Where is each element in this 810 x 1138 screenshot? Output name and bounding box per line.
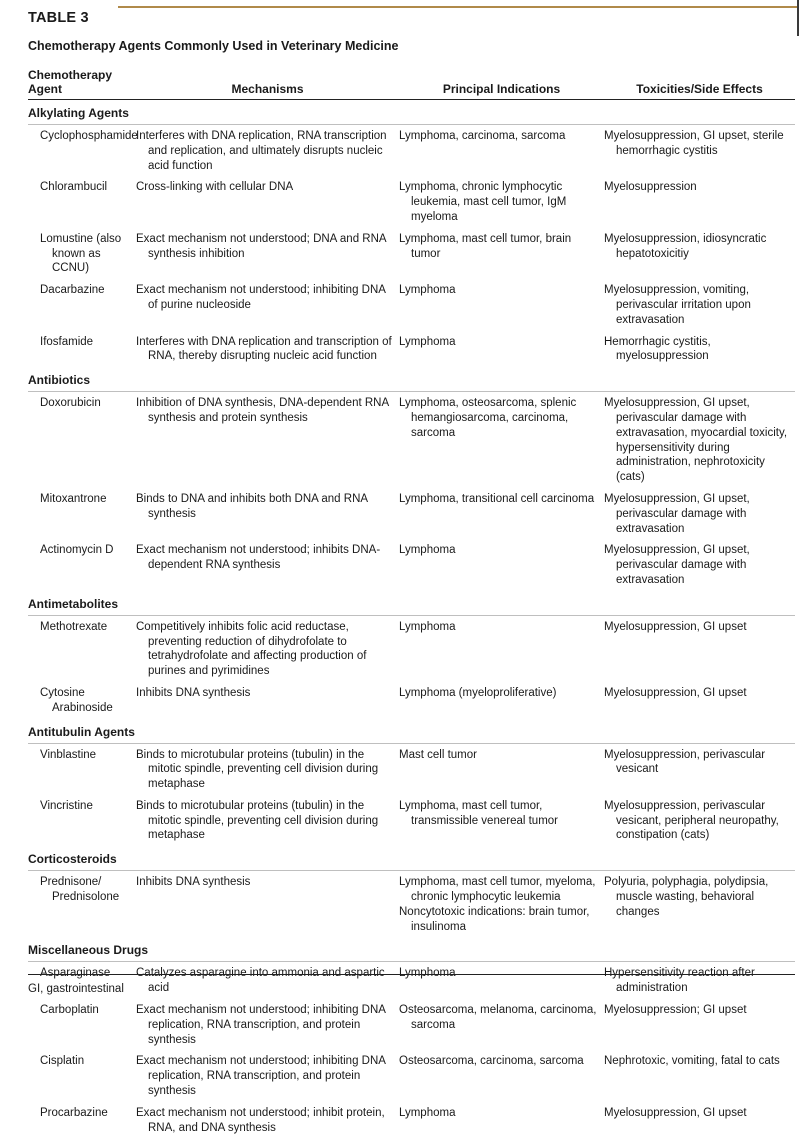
agent-cell [28,129,136,144]
table-row [28,279,795,330]
agent-text: Carboplatin [40,1004,99,1017]
mechanism-text: Exact mechanism not understood; inhibiting DNA replication, RNA transcription, and protein synthesis [136,1004,386,1046]
indication-cell [399,543,604,558]
table-row [28,999,795,1050]
toxicity-cell [604,1106,795,1121]
toxicity-cell [604,335,795,365]
toxicity-text: Polyuria, polyphagia, polydipsia, muscle wasting, behavioral changes [604,876,769,918]
table-row [28,682,795,719]
table-bottom-rule [28,974,795,975]
column-header-mechanisms: Mechanisms [231,82,304,96]
table-row [28,176,795,227]
toxicity-text: Myelosuppression, idiosyncratic hepatotoxicitiy [604,232,767,260]
indication-text-part: Lymphoma, mast cell tumor, myeloma, chronic lymphocytic leukemia [399,876,596,904]
table-row [28,962,795,999]
toxicity-cell [604,232,795,262]
toxicity-text: Myelosuppression, vomiting, perivascular irritation upon extravasation [604,284,751,326]
category-row: Antitubulin Agents [28,719,795,744]
toxicity-text: Myelosuppression, GI upset, perivascular damage with extravasation, myocardial toxicity, hypersensitivity during administration, nephrotoxicity (cats) [604,397,788,484]
toxicity-cell [604,1054,795,1069]
agent-cell [28,232,136,276]
toxicity-cell [604,492,795,536]
table-header-row [28,68,795,100]
indication-cell [399,1106,604,1121]
table-label: TABLE 3 [28,10,89,26]
indication-cell [399,799,604,829]
mechanism-cell [136,620,399,679]
toxicity-text: Myelosuppression, GI upset, perivascular damage with extravasation [604,492,750,535]
indication-cell [399,620,604,635]
table-row [28,1050,795,1101]
agent-text: Cyclophosphamide [40,130,138,142]
table-body [28,100,795,1138]
agent-text: Vinblastine [40,748,97,761]
mechanism-text: acid [148,982,170,995]
mechanism-text: Competitively inhibits folic acid reductase, preventing reduction of dihydrofolate to tetrahydrofolate and affecting production of purines and pyrimidines [136,620,367,678]
mechanism-cell [136,686,399,701]
toxicity-text: Nephrotoxic, vomiting, fatal to cats [604,1055,780,1068]
mechanism-text: Inhibits DNA synthesis [136,686,251,699]
toxicity-text: Myelosuppression; GI upset [604,1004,747,1017]
mechanism-cell [136,799,399,843]
toxicity-text: administration [616,982,688,995]
toxicity-cell [604,543,795,587]
category-row: Alkylating Agents [28,100,795,125]
toxicity-cell [604,799,795,843]
mechanism-text: Exact mechanism not understood; inhibiting DNA replication, RNA transcription, and protein synthesis [136,1055,386,1098]
mechanism-text: Exact mechanism not understood; inhibit protein, RNA, and DNA synthesis [136,1106,385,1134]
mechanism-cell [136,492,399,522]
indication-cell [399,1054,604,1069]
indication-cell [399,1003,604,1033]
mechanism-cell [136,232,399,262]
toxicity-text: Myelosuppression, perivascular vesicant, peripheral neuropathy, constipation (cats) [604,799,779,842]
toxicity-cell [604,396,795,485]
indication-text: Lymphoma, mast cell tumor, transmissible venereal tumor [399,799,559,827]
toxicity-cell [604,129,795,159]
indication-text: Lymphoma [399,335,456,348]
table-row [28,488,795,539]
indication-text: Osteosarcoma, melanoma, carcinoma, sarcoma [399,1004,597,1031]
indication-cell [399,180,604,224]
mechanism-cell [136,748,399,792]
mechanism-cell [136,875,399,890]
toxicity-text: Myelosuppression, GI upset, sterile hemorrhagic cystitis [604,130,784,157]
column-header-agent-line1: Chemotherapy [28,68,113,82]
agent-text: Actinomycin D [40,544,114,557]
column-header-toxicities: Toxicities/Side Effects [636,82,763,96]
toxicity-text: Myelosuppression, GI upset [604,620,747,633]
agent-text: Ifosfamide [40,335,94,348]
mechanism-text: Interferes with DNA replication, RNA transcription and replication, and ultimately disrupts nucleic acid function [136,130,387,172]
indication-text: Mast cell tumor [399,748,477,761]
agent-cell [28,748,136,763]
agent-text: Cisplatin [40,1055,85,1068]
column-header-indications: Principal Indications [442,82,561,96]
agent-cell [28,686,136,716]
toxicity-cell [604,1003,795,1018]
agent-cell [28,492,136,507]
toxicity-cell [604,748,795,778]
chemotherapy-table [28,68,795,1138]
indication-text: Lymphoma [399,620,456,633]
indication-text: Lymphoma [399,284,456,297]
mechanism-text: Binds to microtubular proteins (tubulin) in the mitotic spindle, preventing cell division during metaphase [136,748,379,791]
mechanism-cell [136,283,399,313]
agent-text: Procarbazine [40,1106,108,1119]
indication-cell [399,396,604,440]
indication-cell [399,748,604,763]
agent-cell [28,1106,136,1121]
toxicity-cell [604,686,795,701]
mechanism-text: Binds to microtubular proteins (tubulin) in the mitotic spindle, preventing cell division during metaphase [136,799,379,842]
column-header-agent [28,68,136,96]
agent-cell [28,283,136,298]
indication-text: Lymphoma, osteosarcoma, splenic hemangiosarcoma, carcinoma, sarcoma [399,397,577,439]
indication-text: Lymphoma, mast cell tumor, brain tumor [399,232,572,260]
mechanism-text: Inhibition of DNA synthesis, DNA-dependent RNA synthesis and protein synthesis [136,397,389,424]
indication-cell [399,129,604,144]
indication-cell [399,232,604,262]
agent-cell [28,180,136,195]
category-row: Antimetabolites [28,591,795,616]
table-row [28,616,795,682]
mechanism-text: Binds to DNA and inhibits both DNA and RNA synthesis [136,492,368,520]
footnote: GI, gastrointestinal [28,983,124,995]
mechanism-cell [136,180,399,195]
column-header-agent-line2: Agent [28,82,62,96]
toxicity-text: Hemorrhagic cystitis, myelosuppression [604,335,711,363]
table-row [28,1102,795,1138]
toxicity-cell [604,180,795,195]
agent-cell [28,543,136,558]
top-corner-rule [797,0,799,36]
category-row: Corticosteroids [28,846,795,871]
agent-text: Vincristine [40,799,93,812]
agent-cell [28,335,136,350]
toxicity-text: Myelosuppression, perivascular vesicant [604,748,766,776]
toxicity-cell [604,966,795,996]
indication-cell [399,492,604,507]
agent-text: Methotrexate [40,620,108,633]
agent-cell [28,1054,136,1069]
table-row [28,331,795,368]
table-row [28,392,795,488]
table-row [28,795,795,846]
mechanism-cell [136,543,399,573]
mechanism-text: Exact mechanism not understood; inhibits DNA-dependent RNA synthesis [136,544,381,572]
toxicity-text: Myelosuppression, GI upset [604,686,747,699]
mechanism-cell [136,335,399,365]
toxicity-text: Myelosuppression, GI upset [604,1106,747,1119]
category-row: Antibiotics [28,367,795,392]
indication-text: Lymphoma, transitional cell carcinoma [399,492,595,505]
mechanism-cell [136,1106,399,1136]
mechanism-cell [136,1003,399,1047]
agent-text: Mitoxantrone [40,492,107,505]
mechanism-text: Exact mechanism not understood; inhibiting DNA of purine nucleoside [136,284,386,311]
table-row [28,871,795,937]
mechanism-cell [136,396,399,426]
category-row: Miscellaneous Drugs [28,937,795,962]
toxicity-text: Myelosuppression [604,181,697,194]
table-row [28,744,795,795]
indication-cell [399,686,604,701]
toxicity-cell [604,620,795,635]
mechanism-text: Inhibits DNA synthesis [136,876,251,889]
indication-cell [399,335,604,350]
agent-cell [28,799,136,814]
toxicity-cell [604,875,795,919]
mechanism-cell [136,966,399,996]
table-caption: Chemotherapy Agents Commonly Used in Veterinary Medicine [28,39,399,53]
agent-cell [28,396,136,411]
toxicity-cell [604,283,795,327]
mechanism-text: Cross-linking with cellular DNA [136,181,294,194]
indication-text: Lymphoma, carcinoma, sarcoma [399,130,566,142]
mechanism-text: Exact mechanism not understood; DNA and RNA synthesis inhibition [136,232,386,260]
indication-text: Lymphoma [399,1106,456,1119]
agent-cell [28,875,136,905]
indication-text: Osteosarcoma, carcinoma, sarcoma [399,1055,584,1068]
agent-text: Dacarbazine [40,284,105,297]
mechanism-cell [136,1054,399,1098]
agent-cell [28,620,136,635]
agent-text: Lomustine (also known as CCNU) [40,232,122,275]
agent-text: Doxorubicin [40,397,101,410]
indication-text: Lymphoma [399,544,456,557]
table-row [28,539,795,590]
table-row [28,125,795,176]
agent-text: Prednisone/ Prednisolone [40,876,120,904]
indication-cell [399,875,604,934]
indication-text-part: Noncytotoxic indications: brain tumor, insulinoma [399,905,590,933]
agent-cell [28,1003,136,1018]
table-row [28,228,795,279]
agent-text: Chlorambucil [40,181,108,194]
top-accent-rule [118,6,798,8]
indication-text: Lymphoma (myeloproliferative) [399,686,557,699]
mechanism-text: Interferes with DNA replication and transcription of RNA, thereby disrupting nucleic acid function [136,335,392,363]
mechanism-cell [136,129,399,173]
agent-text: Cytosine Arabinoside [40,686,113,714]
indication-text: Lymphoma, chronic lymphocytic leukemia, mast cell tumor, IgM myeloma [399,181,567,223]
toxicity-text: Myelosuppression, GI upset, perivascular damage with extravasation [604,544,750,586]
indication-cell [399,283,604,298]
